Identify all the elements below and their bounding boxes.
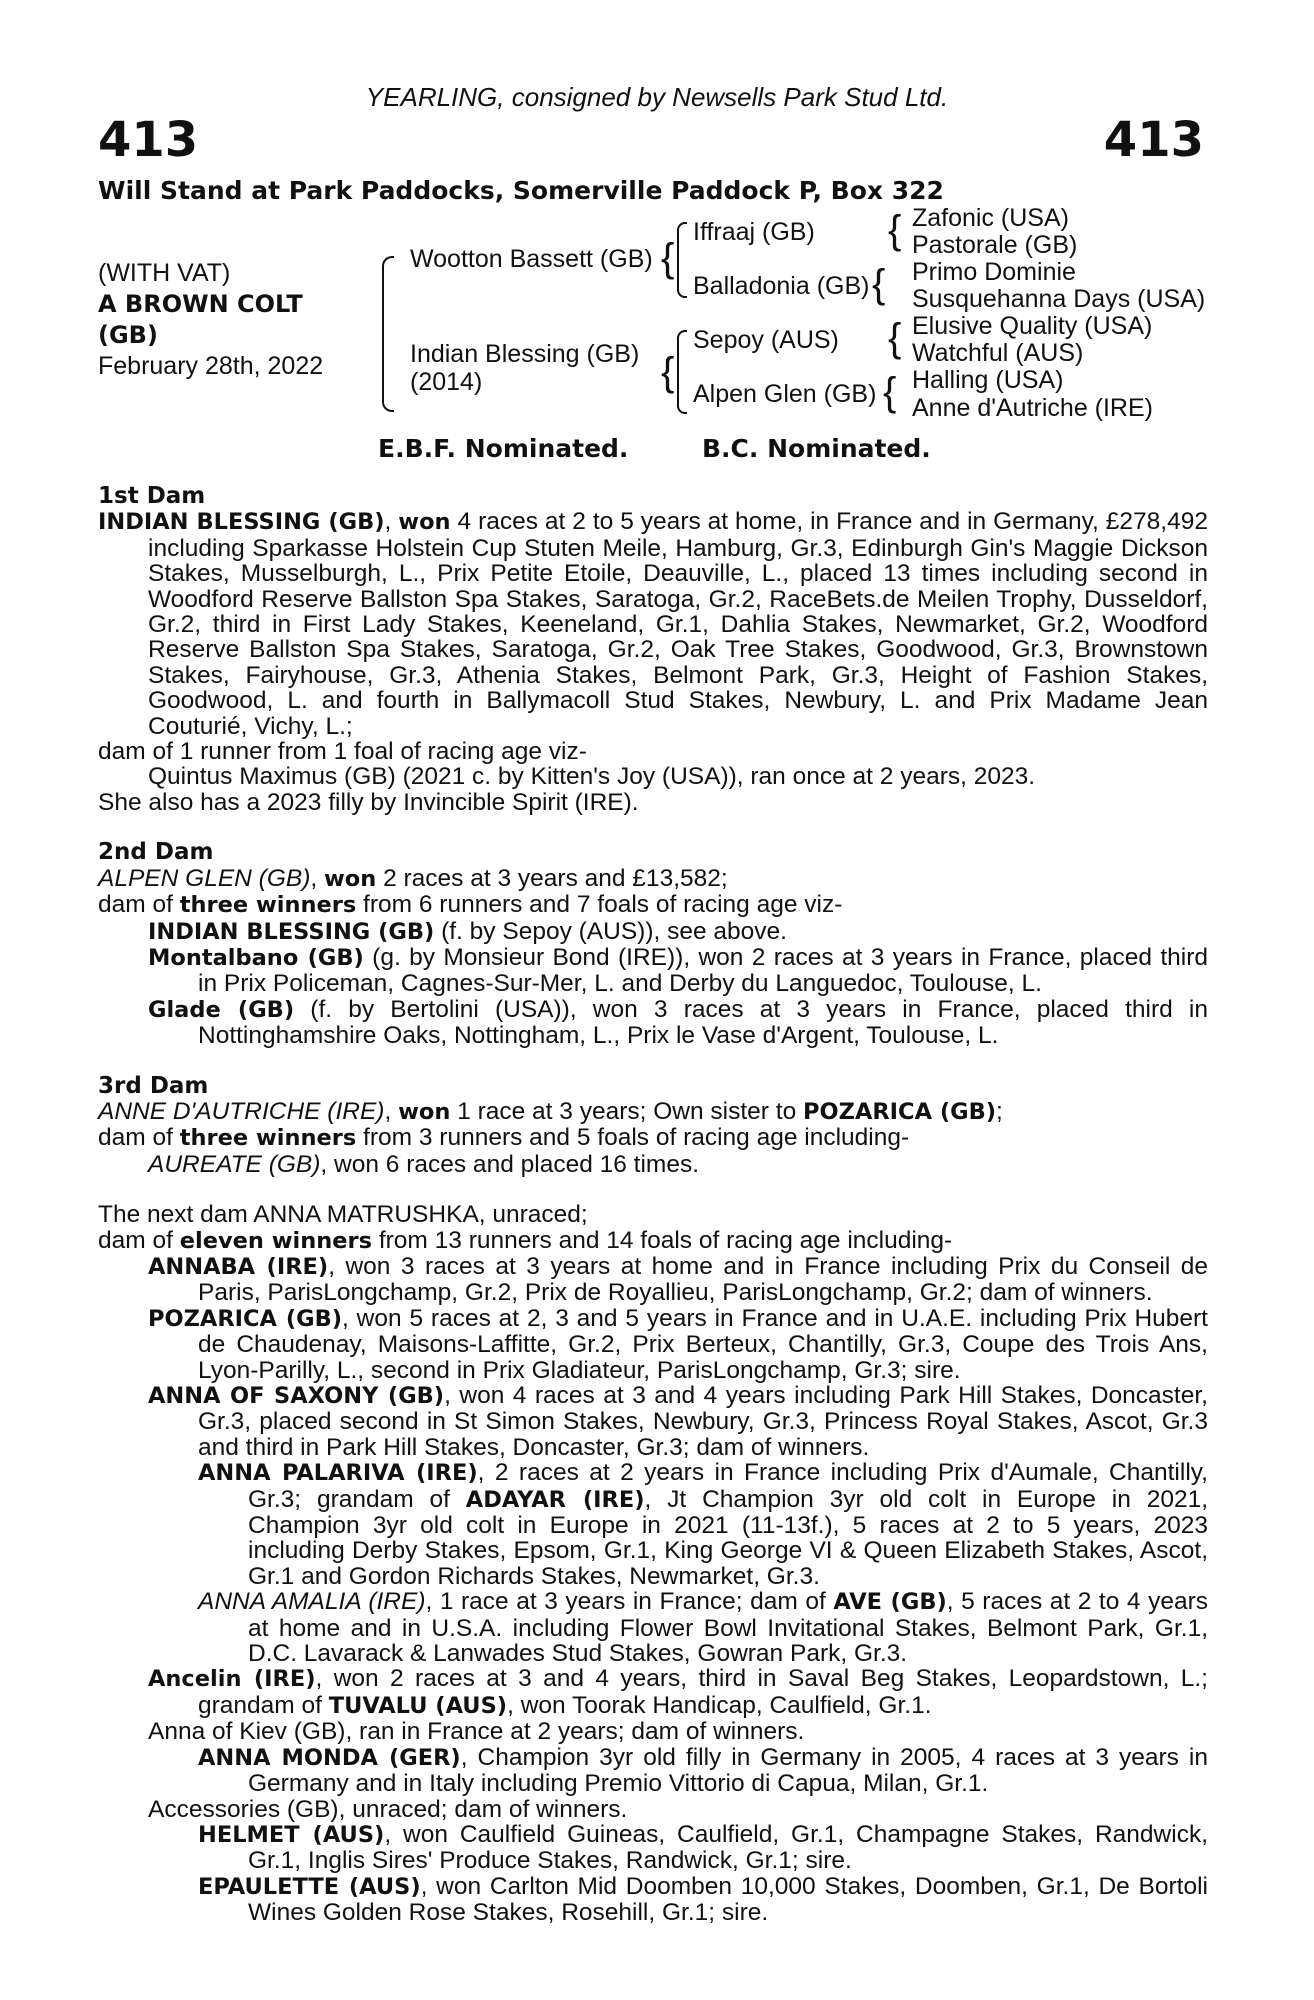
epaulette-entry <box>98 1874 1208 1926</box>
dam2-e3-name: Glade (GB) <box>148 996 295 1023</box>
dam1-produce: dam of 1 runner from 1 foal of racing age viz- <box>98 738 587 766</box>
bc-nomination: B.C. Nominated. <box>702 434 931 463</box>
adayar-name: ADAYAR (IRE) <box>465 1486 645 1513</box>
dam2-heading: 2nd Dam <box>98 839 214 866</box>
nd-produce-a: dam of <box>98 1226 180 1254</box>
pozarica-entry <box>98 1306 1208 1383</box>
dam2-produce-a: dam of <box>98 891 180 919</box>
horse-description <box>98 258 323 382</box>
ped-sds: Primo Dominie <box>912 258 1076 286</box>
nd-produce-c: from 13 runners and 14 foals of racing age including- <box>372 1226 953 1254</box>
ped-sdd: Susquehanna Days (USA) <box>912 285 1206 313</box>
dam-dam: Alpen Glen (GB) <box>693 380 877 408</box>
dam2-produce <box>98 892 1208 918</box>
horse-country: (GB) <box>98 321 158 349</box>
ped-dss: Elusive Quality (USA) <box>912 312 1153 340</box>
vat-note: (WITH VAT) <box>98 259 231 287</box>
lot-number-left: 413 <box>98 112 199 168</box>
pozarica-name: POZARICA (GB) <box>148 1305 343 1332</box>
epaulette-text: , won Carlton Mid Doomben 10,000 Stakes, Doomben, Gr.1, De Bortoli Wines Golden Rose Stakes, Rosehill, Gr.1; sire. <box>248 1872 1208 1927</box>
dam2-e3-text: (f. by Bertolini (USA)), won 3 races at 3 years in France, placed third in Nottinghamshire Oaks, Nottingham, L., Prix le Vase d'Argent, Toulouse, L. <box>198 995 1208 1050</box>
helmet-name: HELMET (AUS) <box>198 1821 385 1848</box>
dam3-winners: three winners <box>179 1125 357 1152</box>
lot-number-right: 413 <box>1103 112 1204 168</box>
dam3-won: won <box>398 1098 451 1125</box>
monda-text: , Champion 3yr old filly in Germany in 2005, 4 races at 3 years in Germany and in Italy including Premio Vittorio di Capua, Milan, Gr.1. <box>248 1743 1208 1798</box>
ds-brace: { <box>888 316 902 360</box>
dam2-winners: three winners <box>179 892 357 919</box>
dam1-won: won <box>398 509 451 536</box>
kiev-entry: Anna of Kiev (GB), ran in France at 2 years; dam of winners. <box>148 1718 805 1746</box>
dam1-record: INDIAN BLESSING (GB), won 4 races at 2 to 5 years at home, in France and in Germany, £278,492 including Sparkasse Holstein Cup Stuten Meile, Hamburg, Gr.3, Edinburgh Gin's Maggie Dickson Stakes, Musselburgh, L., Prix Petite Etoile, Deauville, L., placed 13 times including second in Woodford Reserve Ballston Spa Stakes, Saratoga, Gr.2, RaceBets.de Meilen Trophy, Dusseldorf, Gr.2, third in First Lady Stakes, Keeneland, Gr.1, Dahlia Stakes, Newmarket, Gr.2, Woodford Reserve Ballston Spa Stakes, Saratoga, Gr.2, Oak Tree Stakes, Goodwood, Gr.3, Brownstown Stakes, Fairyhouse, Gr.3, Athenia Stakes, Belmont Park, Gr.3, Height of Fashion Stakes, Goodwood, L. and fourth in Ballymacoll Stud Stakes, Newbury, L. and Prix Madame Jean Couturié, Vichy, L.; <box>98 508 1208 740</box>
generation1-bracket <box>382 256 394 412</box>
palariva-text-b: , Jt Champion 3yr old colt in Europe in 2021, Champion 3yr old colt in Europe in 2021 (11-13f.), 5 races at 2 to 5 years, 2023 including Derby Stakes, Epsom, Gr.1, King George VI & Queen Elizabeth Stakes, Ascot, Gr.1 and Gordon Richards Stakes, Newmarket, Gr.3. <box>248 1485 1209 1590</box>
monda-name: ANNA MONDA (GER) <box>198 1744 461 1771</box>
dam1-also: She also has a 2023 filly by Invincible Spirit (IRE). <box>98 788 639 816</box>
dam1-name: INDIAN BLESSING (GB) <box>98 509 385 536</box>
dam2-e2-text: (g. by Monsieur Bond (IRE)), won 2 races at 3 years in France, placed third in Prix Policeman, Cagnes-Sur-Mer, L. and Derby du Languedoc, Toulouse, L. <box>198 943 1208 998</box>
ancelin-entry <box>98 1666 1208 1719</box>
palariva-text-a: , 2 races at 2 years in France including Prix d'Aumale, Chantilly, Gr.3; grandam of <box>248 1459 1208 1513</box>
dam3-record: ANNE D'AUTRICHE (IRE), won 1 race at 3 years; Own sister to POZARICA (GB); <box>98 1097 1003 1125</box>
sire-brace: { <box>661 236 675 280</box>
dd-brace: { <box>883 370 897 414</box>
foaling-date: February 28th, 2022 <box>98 352 324 380</box>
amalia-entry <box>98 1589 1208 1666</box>
sd-brace: { <box>872 262 886 306</box>
pedigree-notes <box>98 484 1208 1926</box>
annaba-entry <box>98 1254 1208 1306</box>
dam2-record: ALPEN GLEN (GB), won 2 races at 3 years and £13,582; <box>98 864 728 892</box>
dam3-name: ANNE D'AUTRICHE (IRE) <box>98 1097 385 1125</box>
annaba-name: ANNABA (IRE) <box>148 1253 329 1280</box>
helmet-text: , won Caulfield Guineas, Caulfield, Gr.1, Champagne Stakes, Randwick, Gr.1, Inglis Sires' Produce Stakes, Randwick, Gr.1; sire. <box>248 1820 1208 1875</box>
dam3-entry-1 <box>98 1152 1208 1177</box>
dam-brace: { <box>661 350 675 394</box>
next-dam-intro: The next dam ANNA MATRUSHKA, unraced; <box>98 1201 588 1229</box>
dam3-produce <box>98 1125 1208 1151</box>
dam3-record-b: ; <box>996 1097 1003 1125</box>
stand-location: Will Stand at Park Paddocks, Somerville Paddock P, Box 322 <box>98 176 944 205</box>
dam3-e1-name: AUREATE (GB) <box>148 1150 321 1178</box>
saxony-name: ANNA OF SAXONY (GB) <box>148 1383 445 1409</box>
dam2-name: ALPEN GLEN (GB) <box>98 864 311 892</box>
ancelin-text-b: , won Toorak Handicap, Caulfield, Gr.1. <box>507 1691 932 1719</box>
dam2-entry-2 <box>98 945 1208 997</box>
dam-line-bracket <box>677 330 687 414</box>
tuvalu-name: TUVALU (AUS) <box>328 1692 508 1719</box>
ancelin-name: Ancelin (IRE) <box>148 1666 316 1693</box>
dam1-foal: Quintus Maximus (GB) (2021 c. by Kitten's Joy (USA)), ran once at 2 years, 2023. <box>148 763 1036 791</box>
dam-sire: Sepoy (AUS) <box>693 326 839 354</box>
pozarica-text: , won 5 races at 2, 3 and 5 years in France and in U.A.E. including Prix Hubert de Chaudenay, Maisons-Laffitte, Gr.2, Prix Berteux, Chantilly, Gr.3, Coupe des Trois Ans, Lyon-Parilly, L., second in Prix Gladiateur, ParisLongchamp, Gr.3; sire. <box>198 1304 1208 1384</box>
nd-winners: eleven winners <box>179 1227 373 1254</box>
dam3-produce-c: from 3 runners and 5 foals of racing age including- <box>356 1124 910 1152</box>
ped-dds: Halling (USA) <box>912 366 1064 394</box>
dam3-record-a: 1 race at 3 years; Own sister to <box>450 1097 804 1125</box>
sire-dam: Balladonia (GB) <box>693 272 870 300</box>
epaulette-name: EPAULETTE (AUS) <box>198 1873 421 1900</box>
ss-brace: { <box>888 208 902 252</box>
dam2-entry-1 <box>98 919 1208 945</box>
dam3-produce-a: dam of <box>98 1124 180 1152</box>
horse-sex-colour: A BROWN COLT <box>98 290 303 318</box>
annaba-text: , won 3 races at 3 years at home and in France including Prix du Conseil de Paris, ParisLongchamp, Gr.2, Prix de Royallieu, ParisLongchamp, Gr.2; dam of winners. <box>198 1252 1208 1307</box>
ave-name: AVE (GB) <box>833 1589 947 1616</box>
consignor-line: YEARLING, consigned by Newsells Park Stud Ltd. <box>365 82 949 112</box>
helmet-entry <box>98 1822 1208 1874</box>
dam-name: Indian Blessing (GB) <box>410 340 640 368</box>
ped-dsd: Watchful (AUS) <box>912 339 1084 367</box>
saxony-entry <box>98 1383 1208 1460</box>
accessories-entry: Accessories (GB), unraced; dam of winners. <box>148 1795 628 1823</box>
sire-sire: Iffraaj (GB) <box>693 218 815 246</box>
amalia-text-b: , 5 races at 2 to 4 years at home and in U.S.A. including Flower Bowl Invitational Stakes, Belmont Park, Gr.1, D.C. Lavarack & Lanwades Stud Stakes, Gowran Park, Gr.3. <box>248 1588 1208 1668</box>
amalia-name: ANNA AMALIA (IRE) <box>198 1588 426 1616</box>
ped-ssd: Pastorale (GB) <box>912 231 1078 259</box>
dam2-entry-3 <box>98 997 1208 1049</box>
dam3-sister: POZARICA (GB) <box>803 1098 997 1125</box>
dam1-record-text: 4 races at 2 to 5 years at home, in France and in Germany, £278,492 including Sparkasse Holstein Cup Stuten Meile, Hamburg, Gr.3, Edinburgh Gin's Maggie Dickson Stakes, Musselburgh, L., Prix Petite Etoile, Deauville, L., placed 13 times including second in Woodford Reserve Ballston Spa Stakes, Saratoga, Gr.2, RaceBets.de Meilen Trophy, Dusseldorf, Gr.2, third in First Lady Stakes, Keeneland, Gr.1, Dahlia Stakes, Newmarket, Gr.2, Woodford Reserve Ballston Spa Stakes, Saratoga, Gr.2, Oak Tree Stakes, Goodwood, Gr.3, Brownstown Stakes, Fairyhouse, Gr.3, Athenia Stakes, Belmont Park, Gr.3, Height of Fashion Stakes, Goodwood, L. and fourth in Ballymacoll Stud Stakes, Newbury, L. and Prix Madame Jean Couturié, Vichy, L.; <box>148 508 1208 740</box>
amalia-text-a: , 1 race at 3 years in France; dam of <box>425 1588 834 1616</box>
dam2-e1-name: INDIAN BLESSING (GB) <box>148 918 435 945</box>
ebf-nomination: E.B.F. Nominated. <box>378 434 629 463</box>
palariva-name: ANNA PALARIVA (IRE) <box>198 1460 478 1487</box>
ancelin-text-a: , won 2 races at 3 and 4 years, third in Saval Beg Stakes, Leopardstown, L.; grandam of <box>198 1665 1208 1719</box>
palariva-entry <box>98 1460 1208 1589</box>
dam2-e1-text: (f. by Sepoy (AUS)), see above. <box>434 917 787 945</box>
sire-name: Wootton Bassett (GB) <box>410 245 653 273</box>
dam-year: (2014) <box>410 368 483 396</box>
dam2-e2-name: Montalbano (GB) <box>148 944 364 971</box>
saxony-text: , won 4 races at 3 and 4 years including Park Hill Stakes, Doncaster, Gr.3, placed second in St Simon Stakes, Newbury, Gr.3, Princess Royal Stakes, Ascot, Gr.3 and third in Park Hill Stakes, Doncaster, Gr.3; dam of winners. <box>198 1382 1208 1461</box>
dam3-e1-text: , won 6 races and placed 16 times. <box>320 1150 700 1178</box>
dam2-produce-c: from 6 runners and 7 foals of racing age viz- <box>356 891 843 919</box>
dam3-heading: 3rd Dam <box>98 1072 209 1099</box>
monda-entry <box>98 1745 1208 1797</box>
dam2-won: won <box>324 865 377 892</box>
dam2-record-text: 2 races at 3 years and £13,582; <box>376 864 728 892</box>
next-dam-produce <box>98 1228 1208 1254</box>
dam1-heading: 1st Dam <box>98 483 206 509</box>
sire-line-bracket <box>677 222 687 298</box>
ped-sss: Zafonic (USA) <box>912 204 1069 232</box>
ped-ddd: Anne d'Autriche (IRE) <box>912 394 1153 422</box>
